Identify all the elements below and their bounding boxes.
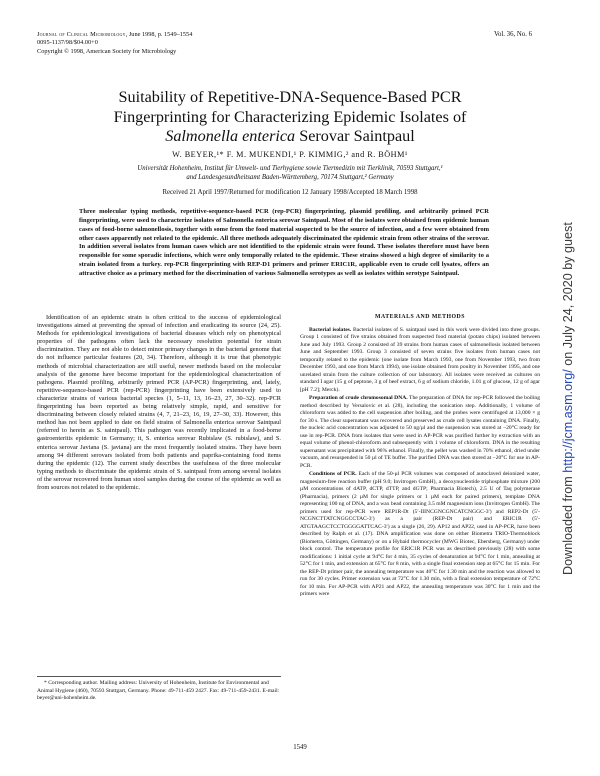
- issn: 0095-1137/98/$04.00+0: [37, 39, 98, 47]
- paragraph-lead: Preparation of crude chromosomal DNA.: [309, 395, 408, 401]
- paragraph-text: Bacterial isolates of S. saintpaul used in this work were divided into three groups. Group 1 consisted of five strains obtained from suspected food material (potato chips) isolated between June and July 1993. Group 2 consisted of 39 strains from human cases of salmonellosis isolated between June and September 1993. Group 3 consisted of seven strains five isolates from human cases not temporally related to the epidemic (one isolate from March 1993, one from November 1993, two from December 1993, and one from March 1994), one isolate obtained from poultry in November 1995, and one unrelated strain from the culture collection of our laboratory. All isolates were received as cultures on standard I agar (15 g of peptone, 3 g of beef extract, 6 g of sodium chloride, 1.01 g of glucose, 12 g of agar [pH 7.2]; Merck).: [300, 326, 540, 393]
- title-line-1: Suitability of Repetitive-DNA-Sequence-Based PCR: [118, 88, 462, 106]
- received-dates: Received 21 April 1997/Returned for modification 12 January 1998/Accepted 18 March 1998: [162, 189, 418, 196]
- title-species: Salmonella enterica: [165, 127, 296, 145]
- journal-line: [37, 31, 532, 39]
- title-line-3: [50, 127, 530, 147]
- corresponding-author-footnote: * Corresponding author. Mailing address: University of Hohenheim, Institute for Environmental and Animal Hygiene (460), 70593 Stuttgart, Germany. Phone: 49-711-459 2427. Fax: 49-711-459-2431. E-mail: beyer@uni-hohenheim.de.: [37, 676, 281, 703]
- download-watermark: [561, 222, 575, 575]
- introduction-paragraph: Identification of an epidemic strain is often critical to the success of epidemiological investigations aimed at preventing the spread of infection and eradicating its source (24, 25). Methods for epidemiological investigations of bacterial diseases which rely on phenotypical properties of the pathogens often lack the necessary resolution potential for strain discrimination. They are not able to detect minor primary changes in the bacterial genome that do not influence particular features (20, 34). Therefore, although it is true that phenotypic methods of microbial characterization are still useful, newer methods based on the molecular analysis of the genome have become important for the epidemiological characterization of pathogens. Plasmid profiling, arbitrarily primed PCR (AP-PCR) fingerprinting, and, lately, repetitive-sequence-based PCR (rep-PCR) fingerprinting have been extensively used to characterize strains of various bacterial species (1, 5–11, 13, 16–23, 27, 30–32). rep-PCR fingerprinting has been reported as being relatively simple, rapid, and sensitive for discriminating between closely related strains (4, 7, 21–23, 16, 19, 27–30, 33). However, this method has not been applied to date on field strains of Salmonella enterica serovar Saintpaul (referred to herein as S. saintpaul). This pathogen was recently implicated in a food-borne gastroenteritis epidemic in Germany; it, S. enterica serovar Rubislaw (S. rubislaw), and S. enterica serovar Javiana (S. javiana) are the most frequently isolated strains. They have been among 94 different serovars isolated from both patients and paprika-containing food items during the epidemic (12). The current study describes the usefulness of the three molecular typing methods to discriminate the epidemic strain of S. saintpaul from among several isolates of the serovar recovered from human stool samples during the course of the epidemic as well as from sources not related to the epidemic.: [37, 314, 281, 491]
- watermark-prefix: Downloaded from: [561, 472, 575, 575]
- section-heading: MATERIALS AND METHODS: [375, 314, 465, 320]
- watermark-suffix: on July 24, 2020 by guest: [561, 222, 575, 370]
- copyright: Copyright © 1998, American Society for Microbiology: [37, 47, 177, 55]
- journal-name: Journal of Clinical Microbiology: [37, 31, 126, 38]
- affiliations: [50, 164, 530, 182]
- abstract: Three molecular typing methods, repetitive-sequence-based PCR (rep-PCR) fingerprinting, plasmid profiling, and arbitrarily primed PCR fingerprinting, were used to characterize isolates of Salmonella enterica serovar Saintpaul. Most of the isolates were obtained from epidemic human cases of food-borne salmonellosis, together with some from the food material suspected to be the source of infection, and a few were obtained from other cases apparently not related to the epidemic. All three methods adequately discriminated the epidemic strain from other strains of the serovar. In addition several isolates from human cases which are not identified to the epidemic strain were found. These isolates therefore must have been responsible for some sporadic infections, which were only temporally related to the epidemic. These strains showed a high degree of similarity to a strain isolated from a turkey. rep-PCR fingerprinting with REP-D1 primers and primer ERIC1R, applicable even to crude cell lysates, offers an attractive choice as a primary method for the discrimination of various Salmonella serotypes as well as isolates within serotype Saintpaul.: [79, 208, 489, 277]
- journal-link[interactable]: http://jcm.asm.org/: [561, 369, 575, 473]
- article-title: [50, 88, 530, 147]
- methods-paragraph-dna: [300, 395, 540, 470]
- paragraph-lead: Conditions of PCR.: [309, 471, 357, 477]
- authors: W. BEYER,¹* F. M. MUKENDI,¹ P. KIMMIG,² and R. BÖHM¹: [172, 150, 408, 159]
- title-serovar: Serovar Saintpaul: [295, 127, 415, 145]
- title-line-2: Fingerprinting for Characterizing Epidemic Isolates of: [113, 107, 467, 126]
- paragraph-lead: Bacterial isolates.: [309, 326, 352, 333]
- affiliation-1: Universität Hohenheim, Institut für Umwelt- und Tierhygiene sowie Tiermedizin mit Tierklinik, 70593 Stuttgart,¹: [137, 165, 443, 172]
- volume-info: Vol. 36, No. 6: [493, 31, 532, 38]
- methods-paragraph-isolates: [300, 327, 540, 395]
- left-column: [37, 314, 281, 492]
- issue-info: , June 1998, p. 1549–1554: [125, 31, 193, 38]
- running-header: [37, 31, 532, 56]
- paragraph-text: The preparation of DNA for rep-PCR followed the boiling method described by Versalovic et al. (28), including the sonication step. Additionally, 1 volume of chloroform was added to the cell suspension after boiling, and the probes were centrifuged at 13,000 × g for 30 s. The clear supernatant was recovered and preserved as crude cell lysates containing DNA. Finally, the nucleic acid concentration was adjusted to 50 ng/µl and the suspension was stored at −20°C ready for use in rep-PCR. DNA from isolates that were used in AP-PCR was purified further by extraction with an equal volume of phenol-chloroform and subsequently with 1 volume of chloroform. DNA in the resulting supernatant was precipitated with 96% ethanol. Finally, the pellet was washed in 70% ethanol, dried under vacuum, and resuspended in 50 µl of TE buffer. The purified DNA was then stored at −20°C for use in AP-PCR.: [300, 395, 540, 469]
- page-number: 1549: [293, 744, 307, 751]
- affiliation-2: and Landesgesundheitsamt Baden-Württemberg, 70174 Stuttgart,² Germany: [186, 174, 394, 181]
- methods-paragraph-pcr: [300, 471, 540, 599]
- right-column: [300, 314, 540, 600]
- paragraph-text: Each of the 50-µl PCR volumes was composed of autoclaved deionized water, magnesium-free reaction buffer (pH 9.0; Invitrogen GmbH), a deoxynucleotide triphosphate mixture (200 µM concentrations of dATP, dCTP, dTTP, and dGTP; Pharmacia Biotech), 2.5 U of Taq polymerase (Pharmacia), primers (2 µM for single primers or 1 µM each for paired primers), template DNA representing 100 ng of DNA, and a wax bead containing 3.5 mM magnesium ions (Invitrogen GmbH). The primers used for rep-PCR were REP1R-Dt (5′-IIINCGNCGNCATCNGGC-3′) and REP2-Dt (5′-NCGNCTTATCNGGCCTAC-3′) as a pair (REP-Dt pair) and ERIC1R (5′-ATGTAAGCTCCTGGGGATTCAC-3′) as a single (26, 29). AP12 and AP22, used in AP-PCR, have been described by Ralph et al. (17). DNA amplification was done on either Biometra TRIO-Thermoblock (Biometra, Göttingen, Germany) or on a Hybaid thermocycler (MWG Biotec, Ebersberg, Germany) under block control. The temperature profile for ERIC1R PCR was as described previously (28) with some modifications: 1 initial cycle at 94°C for 4 min, 35 cycles of denaturation at 94°C for 1 min, annealing at 52°C for 1 min, and extension at 65°C for 8 min, with a single final extension step at 65°C for 15 min. For the REP-Dt primer pair, the annealing temperature was 40°C for 1.30 min and the reaction was allowed to run for 30 cycles. Primer extension was at 72°C for 1.30 min, with a final extension temperature of 72°C for 10 min. For AP-PCR with AP21 and AP22, the annealing temperature was 30°C for 1 min and the primers were: [300, 471, 541, 597]
